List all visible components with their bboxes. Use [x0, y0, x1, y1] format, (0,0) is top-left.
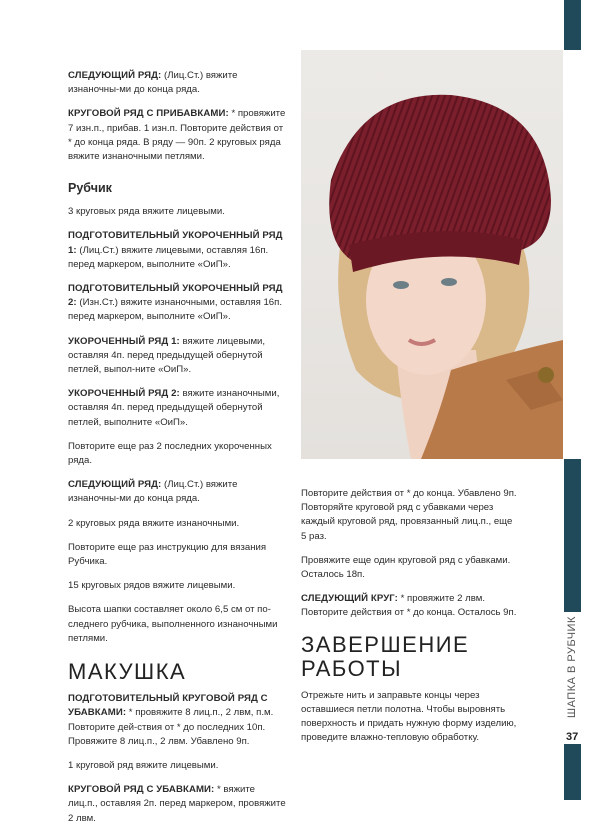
model-illustration	[301, 50, 563, 459]
accent-bar-middle	[564, 459, 581, 612]
paragraph: Повторите еще раз инструкцию для вязания Рубчика.	[68, 541, 267, 568]
paragraph: УКОРОЧЕННЫЙ РЯД 1: вяжите лицевыми, оставляя 4п. перед предыдущей обернутой петлей, выпол-ните «ОиП».	[68, 335, 266, 376]
paragraph: 3 круговых ряда вяжите лицевыми.	[68, 206, 225, 218]
paragraph: УКОРОЧЕННЫЙ РЯД 2: вяжите изнаночными, оставляя 4п. перед предыдущей обернутой петлей, выполните «ОиП».	[68, 388, 280, 428]
accent-bar-top	[564, 0, 581, 50]
paragraph: КРУГОВОЙ РЯД С УБАВКАМИ: * вяжите лиц.п., оставляя 2п. перед маркером, провяжите 2 лвм.	[68, 784, 286, 824]
section-heading-rib: Рубчик	[68, 181, 112, 196]
paragraph: Высота шапки составляет около 6,5 см от по-следнего рубчика, выполненного изнаночными петлями.	[68, 604, 278, 644]
paragraph: СЛЕДУЮЩИЙ КРУГ: * провяжите 2 лвм. Повторите действия от * до конца. Осталось 9п.	[301, 593, 517, 619]
paragraph: ПОДГОТОВИТЕЛЬНЫЙ УКОРОЧЕННЫЙ РЯД 2: (Изн.Ст.) вяжите изнаночными, оставляя 16п. перед маркером, выполните «ОиП».	[68, 283, 283, 323]
paragraph: 2 круговых ряда вяжите изнаночными.	[68, 517, 240, 529]
right-column	[301, 487, 517, 755]
paragraph: СЛЕДУЮЩИЙ РЯД: (Лиц.Ст.) вяжите изнаночны-ми до конца ряда.	[68, 70, 238, 96]
page-number: 37	[566, 731, 579, 743]
paragraph: Повторите действия от * до конца. Убавлено 9п. Повторяйте круговой ряд с убавками через каждый круговой ряд, провязанный лиц.п., еще 5 раз.	[301, 488, 517, 542]
accent-bar-bottom	[564, 744, 581, 800]
section-heading-finish: ЗАВЕРШЕНИЕ РАБОТЫ	[301, 631, 470, 681]
paragraph: ПОДГОТОВИТЕЛЬНЫЙ УКОРОЧЕННЫЙ РЯД 1: (Лиц.Ст.) вяжите лицевыми, оставляя 16п. перед маркером, выполните «ОиП».	[68, 230, 283, 270]
running-title: ШАПКА В РУБЧИК	[566, 616, 578, 718]
paragraph: Провяжите еще один круговой ряд с убавками. Осталось 18п.	[301, 554, 511, 581]
paragraph: ПОДГОТОВИТЕЛЬНЫЙ КРУГОВОЙ РЯД С УБАВКАМИ: * провяжите 8 лиц.п., 2 лвм, п.м. Повторите дей-ствия от * до последних 10п. Провяжите 8 лиц.п., 2 лвм. Убавлено 9п.	[68, 693, 274, 747]
paragraph: 1 круговой ряд вяжите лицевыми.	[68, 759, 219, 771]
paragraph: Повторите еще раз 2 последних укороченных ряда.	[68, 440, 272, 467]
paragraph: КРУГОВОЙ РЯД С ПРИБАВКАМИ: * провяжите 7 изн.п., прибав. 1 изн.п. Повторите действия от * до конца ряда. В ряду — 90п. 2 круговых ряда вяжите изнаночными петлями.	[68, 108, 286, 163]
model-photo	[301, 50, 563, 459]
paragraph: Отрежьте нить и заправьте концы через оставшиеся петли полотна. Чтобы выровнять поверхность и придать нужную форму изделию, проведите влажно-тепловую обработку.	[301, 689, 517, 744]
section-heading-crown: МАКУШКА	[68, 659, 187, 685]
paragraph: СЛЕДУЮЩИЙ РЯД: (Лиц.Ст.) вяжите изнаночны-ми до конца ряда.	[68, 479, 238, 505]
left-column	[68, 69, 286, 836]
paragraph: 15 круговых рядов вяжите лицевыми.	[68, 580, 236, 592]
